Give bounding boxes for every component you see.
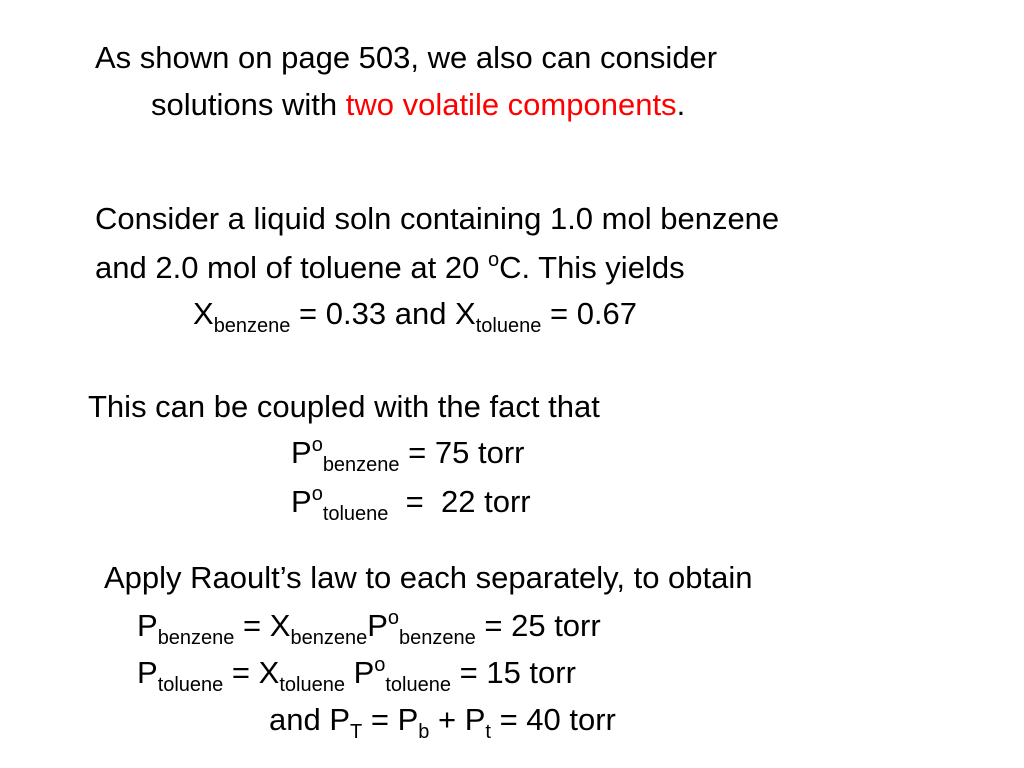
- value: = 40 torr: [490, 702, 616, 737]
- mole-fraction-line: [193, 296, 638, 337]
- partial-pressure-toluene: [137, 654, 576, 696]
- sub: toluene: [385, 674, 451, 696]
- sub-toluene: toluene: [322, 503, 389, 525]
- value: = 25 torr: [475, 608, 601, 643]
- sub: benzene: [290, 627, 368, 649]
- value: = 15 torr: [451, 655, 576, 690]
- eq-mid: = X: [234, 608, 291, 643]
- sub-benzene: benzene: [322, 454, 400, 476]
- eq-mid: = P: [362, 702, 419, 737]
- solution-text-2: and 2.0 mol of toluene at 20: [95, 250, 488, 285]
- solution-line-2: [95, 249, 685, 285]
- p-symbol: P: [344, 655, 375, 690]
- sub: benzene: [157, 627, 235, 649]
- sub: toluene: [279, 674, 345, 696]
- p-symbol: P: [291, 484, 312, 519]
- fact-line: [88, 391, 600, 422]
- vapor-pressure-toluene: [291, 483, 531, 525]
- sup-o: o: [387, 607, 400, 629]
- eq-mid: = X: [223, 655, 280, 690]
- highlight-text: two volatile components: [345, 87, 677, 122]
- sub-benzene: benzene: [213, 315, 291, 337]
- sub: T: [350, 721, 363, 743]
- value: = 75 torr: [399, 435, 525, 470]
- eq-mid: + P: [429, 702, 486, 737]
- p-symbol: P: [291, 435, 312, 470]
- intro-text-2: solutions with: [151, 87, 346, 122]
- sup-o: o: [311, 483, 323, 505]
- partial-pressure-benzene: [137, 607, 601, 649]
- sub: b: [418, 721, 430, 743]
- p-symbol: P: [367, 608, 388, 643]
- p-symbol: P: [137, 608, 158, 643]
- period: .: [676, 87, 686, 122]
- solution-text-1: Consider a liquid soln containing 1.0 mol benzene: [95, 201, 780, 236]
- intro-text-1: As shown on page 503, we also can consider: [95, 40, 718, 75]
- value: = 22 torr: [388, 484, 531, 519]
- sub: toluene: [157, 674, 224, 696]
- solution-line-1: [95, 203, 779, 234]
- p-symbol: P: [137, 655, 158, 690]
- sup-o: o: [311, 434, 323, 456]
- intro-line-2: [151, 89, 685, 120]
- mole-fraction-mid: = 0.33 and X: [290, 296, 476, 331]
- sub: benzene: [399, 627, 476, 649]
- total-pressure: [269, 702, 616, 743]
- mole-fraction-end: = 0.67: [541, 296, 638, 331]
- x-symbol: X: [193, 296, 214, 331]
- intro-line-1: [95, 42, 717, 73]
- sub-toluene: toluene: [475, 315, 542, 337]
- solution-text-3: C. This yields: [499, 250, 685, 285]
- raoult-text: Apply Raoult’s law to each separately, to obtain: [104, 560, 753, 595]
- vapor-pressure-benzene: [291, 434, 525, 476]
- sub: t: [485, 721, 491, 743]
- total-pre: and P: [269, 702, 351, 737]
- sup-o: o: [374, 654, 386, 676]
- degree-sup: o: [487, 249, 500, 271]
- raoult-line: [104, 562, 753, 593]
- fact-text: This can be coupled with the fact that: [88, 389, 600, 424]
